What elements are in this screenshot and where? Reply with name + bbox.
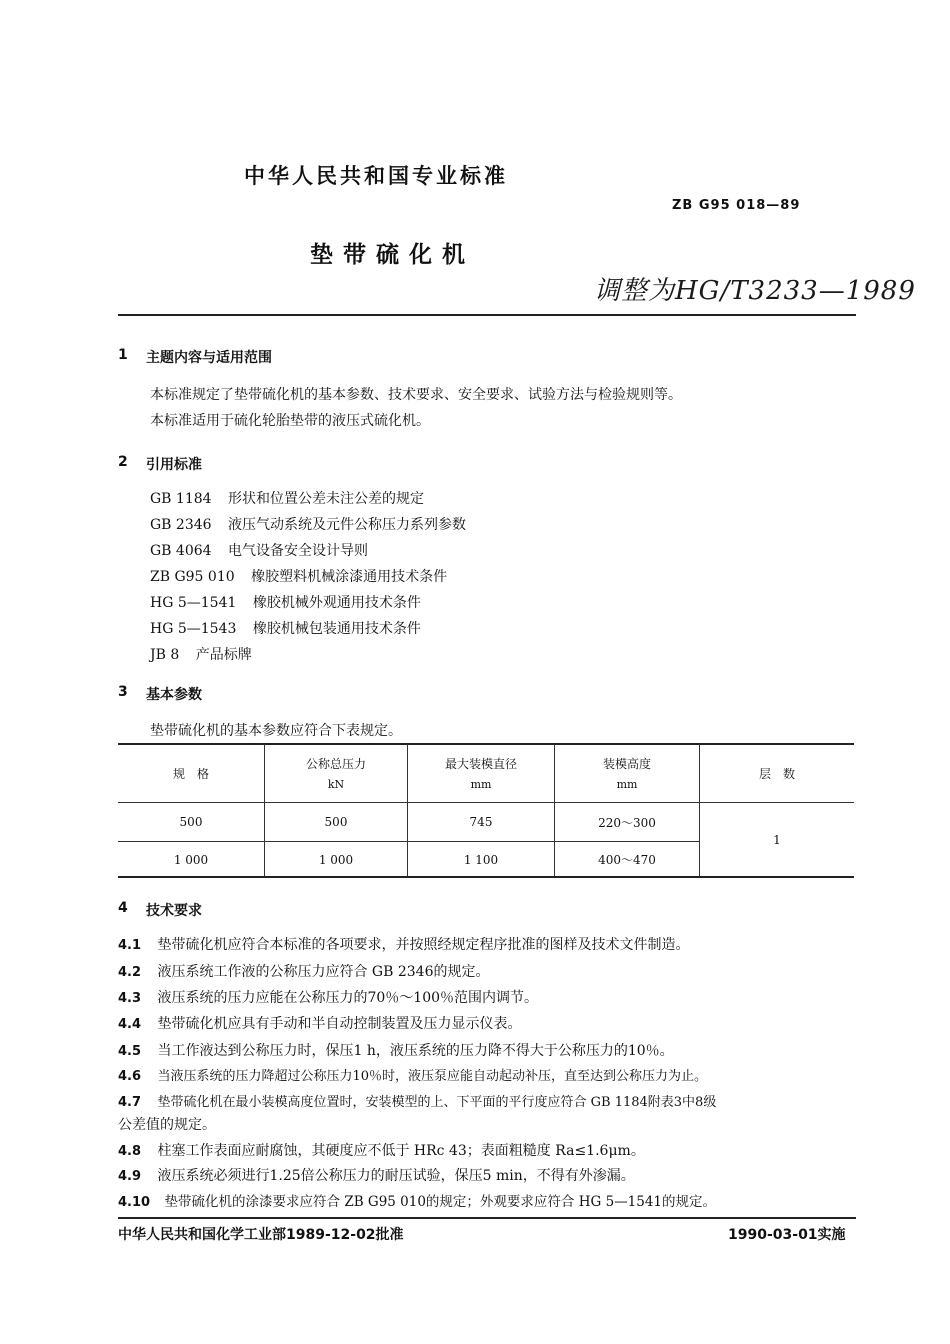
standard-code: ZB G95 018—89 <box>672 198 801 213</box>
table-cell: 400～470 <box>555 842 700 878</box>
requirement-item <box>118 934 689 954</box>
reference-item <box>150 514 466 534</box>
requirement-text: 柱塞工作表面应耐腐蚀，其硬度应不低于 HRc 43；表面粗糙度 Ra≤1.6μm。 <box>157 1143 645 1159</box>
header-label: 规 格 <box>172 766 209 781</box>
reference-item <box>150 566 447 586</box>
table-header-cell <box>700 744 855 803</box>
section-2-title: 引用标准 <box>146 457 202 473</box>
table-header-cell <box>265 744 408 803</box>
header-unit: mm <box>470 778 492 791</box>
table-header-cell <box>408 744 555 803</box>
table-cell: 745 <box>408 803 555 842</box>
section-1-number: 1 <box>118 347 128 363</box>
table-row <box>118 803 854 842</box>
requirement-number: 4.10 <box>118 1195 151 1210</box>
reference-item <box>150 644 252 664</box>
section-3-intro: 垫带硫化机的基本参数应符合下表规定。 <box>150 723 402 739</box>
section-1-paragraph: 本标准规定了垫带硫化机的基本参数、技术要求、安全要求、试验方法与检验规则等。 <box>150 387 682 403</box>
requirement-text: 垫带硫化机的涂漆要求应符合 ZB G95 010的规定；外观要求应符合 HG 5—1541的规定。 <box>164 1194 717 1210</box>
requirement-item <box>118 1040 674 1060</box>
reference-title: 电气设备安全设计导则 <box>228 543 369 559</box>
requirement-number: 4.5 <box>118 1044 142 1059</box>
requirement-number: 4.4 <box>118 1017 142 1032</box>
reference-code: GB 4064 <box>150 543 212 559</box>
footer-rule <box>118 1217 856 1219</box>
section-2-number: 2 <box>118 454 128 470</box>
reference-title: 形状和位置公差未注公差的规定 <box>228 491 425 507</box>
requirement-item <box>118 1091 716 1110</box>
requirement-text: 当液压系统的压力降超过公称压力10％时，液压泵应能自动起动补压，直至达到公称压力为止。 <box>157 1069 708 1084</box>
org-title: 中华人民共和国专业标准 <box>244 164 508 188</box>
requirement-text: 当工作液达到公称压力时，保压1 h，液压系统的压力降不得大于公称压力的10％。 <box>157 1043 674 1059</box>
requirement-item <box>118 1190 716 1210</box>
reference-title: 产品标牌 <box>195 647 252 663</box>
table-cell: 500 <box>265 803 408 842</box>
table-cell: 500 <box>118 803 265 842</box>
requirement-number: 4.7 <box>118 1095 142 1110</box>
approval-line: 中华人民共和国化学工业部1989-12-02批准 <box>118 1227 404 1243</box>
table-cell: 220～300 <box>555 803 700 842</box>
handwritten-note: 调整为HG/T3233—1989 <box>594 276 916 306</box>
requirement-item <box>118 961 489 981</box>
requirement-item <box>118 1165 635 1185</box>
table-header-row <box>118 744 854 803</box>
table-bottom-rule <box>118 876 854 878</box>
reference-code: HG 5—1543 <box>150 621 237 637</box>
table-cell: 1 000 <box>173 852 209 867</box>
reference-code: GB 2346 <box>150 517 212 533</box>
reference-title: 液压气动系统及元件公称压力系列参数 <box>228 517 467 533</box>
section-3-number: 3 <box>118 684 128 700</box>
requirement-text: 垫带硫化机在最小装模高度位置时，安装模型的上、下平面的平行度应符合 GB 1184附表3中8级 <box>157 1095 717 1110</box>
requirement-number: 4.2 <box>118 965 142 980</box>
header-unit: kN <box>327 778 345 791</box>
requirement-text: 垫带硫化机应具有手动和半自动控制装置及压力显示仪表。 <box>157 1016 522 1032</box>
requirement-text: 液压系统工作液的公称压力应符合 GB 2346的规定。 <box>157 964 490 980</box>
table-cell: 1 000 <box>265 842 408 878</box>
reference-item <box>150 592 421 612</box>
requirement-text: 垫带硫化机应符合本标准的各项要求，并按照经规定程序批准的图样及技术文件制造。 <box>157 937 690 953</box>
reference-item <box>150 540 368 560</box>
effective-date: 1990-03-01实施 <box>728 1227 846 1243</box>
requirement-item <box>118 1013 521 1033</box>
section-3-title: 基本参数 <box>146 687 202 703</box>
section-4-title: 技术要求 <box>146 903 202 919</box>
document-title: 垫带硫化机 <box>310 242 475 268</box>
table-cell: 1 100 <box>408 842 555 878</box>
requirement-item <box>118 1065 707 1084</box>
section-4-number: 4 <box>118 900 128 916</box>
layers-cell: 1 <box>700 803 855 878</box>
requirement-item <box>118 1140 645 1160</box>
requirement-number: 4.3 <box>118 991 142 1006</box>
table-header-cell <box>118 744 265 803</box>
header-label: 最大装模直径 <box>444 757 517 771</box>
header-label: 公称总压力 <box>305 757 366 771</box>
reference-item <box>150 488 424 508</box>
requirement-text: 液压系统的压力应能在公称压力的70％～100％范围内调节。 <box>157 990 539 1006</box>
requirement-number: 4.9 <box>118 1169 142 1184</box>
requirement-number: 4.1 <box>118 938 142 953</box>
header-rule <box>118 314 856 316</box>
reference-code: HG 5—1541 <box>150 595 237 611</box>
header-label: 装模高度 <box>602 757 651 771</box>
requirement-item <box>118 987 538 1007</box>
parameters-table <box>118 744 854 877</box>
requirement-continuation: 公差值的规定。 <box>118 1117 216 1133</box>
requirement-text: 液压系统必须进行1.25倍公称压力的耐压试验，保压5 min，不得有外渗漏。 <box>157 1168 635 1184</box>
header-label: 层 数 <box>758 766 795 781</box>
reference-code: GB 1184 <box>150 491 212 507</box>
section-1-paragraph: 本标准适用于硫化轮胎垫带的液压式硫化机。 <box>150 413 430 429</box>
header-unit: mm <box>616 778 638 791</box>
requirement-number: 4.8 <box>118 1144 142 1159</box>
reference-code: JB 8 <box>150 647 180 663</box>
table-header-cell <box>555 744 700 803</box>
reference-title: 橡胶机械外观通用技术条件 <box>252 595 421 611</box>
section-1-title: 主题内容与适用范围 <box>146 350 272 366</box>
reference-title: 橡胶塑料机械涂漆通用技术条件 <box>251 569 448 585</box>
requirement-number: 4.6 <box>118 1069 142 1084</box>
reference-item <box>150 618 421 638</box>
reference-title: 橡胶机械包装通用技术条件 <box>252 621 421 637</box>
reference-code: ZB G95 010 <box>150 569 235 585</box>
